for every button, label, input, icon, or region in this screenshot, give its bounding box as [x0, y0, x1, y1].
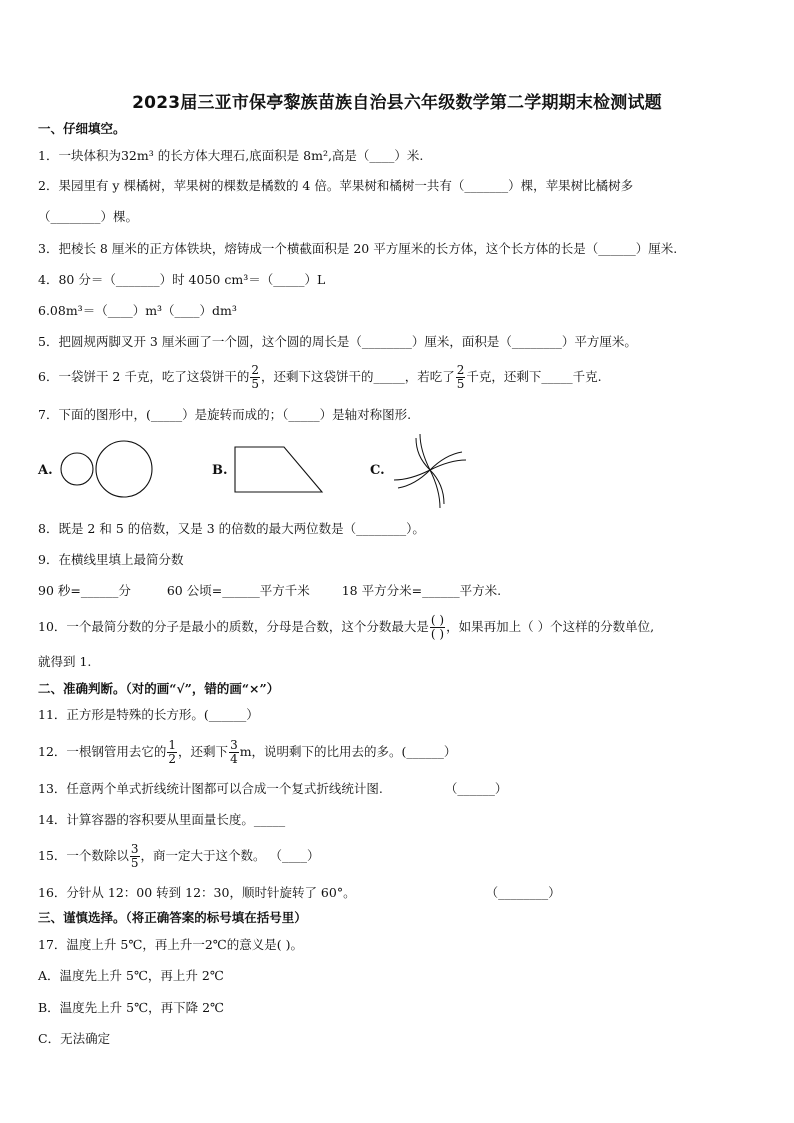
- question-13: [38, 779, 764, 799]
- q9-item-c: 18 平方分米=______平方米.: [341, 583, 502, 598]
- question-17: 17．温度上升 5℃，再上升一2℃的意义是( )。: [38, 937, 303, 952]
- q16-text: 16．分针从 12：00 转到 12：30，顺时针旋转了 60°。: [38, 885, 356, 900]
- question-1: 1．一块体积为32m³ 的长方体大理石,底面积是 8m²,高是（____）米.: [38, 148, 424, 163]
- question-10-line-2: 就得到 1.: [38, 654, 92, 669]
- q15-part-2: ，商一定大于这个数。 （____）: [140, 848, 320, 863]
- section-1-heading: 一、仔细填空。: [38, 121, 126, 136]
- small-circle: [61, 453, 93, 485]
- question-16: [38, 883, 764, 903]
- large-circle: [96, 441, 152, 497]
- page-title: 2023届三亚市保亭黎族苗族自治县六年级数学第二学期期末检测试题: [132, 93, 662, 113]
- q16-answer-paren: （________）: [485, 885, 561, 900]
- section-2-heading: 二、准确判断。（对的画“√”，错的画“×”）: [38, 681, 280, 696]
- q17-option-b: B．温度先上升 5℃，再下降 2℃: [38, 1000, 225, 1015]
- q12-part-2: ，还剩下: [178, 744, 229, 759]
- question-7: 7．下面的图形中，(_____）是旋转而成的；（_____）是轴对称图形.: [38, 407, 412, 422]
- question-8: 8．既是 2 和 5 的倍数，又是 3 的倍数的最大两位数是（________）。: [38, 521, 425, 536]
- question-12: [38, 736, 764, 768]
- question-2-line-1: 2．果园里有 y 棵橘树，苹果树的棵数是橘数的 4 倍。苹果树和橘树一共有（_______）棵，苹果树比橘树多: [38, 178, 634, 193]
- q13-answer-paren: （______）: [444, 781, 508, 796]
- q15-part-1: 15．一个数除以: [38, 848, 129, 863]
- q9-item-a: 90 秒=______分: [38, 583, 131, 598]
- question-15: [38, 840, 764, 872]
- q7-figure-b-trapezoid: [234, 445, 326, 497]
- question-9-items: [38, 581, 764, 601]
- section-3-heading: 三、谨慎选择。（将正确答案的标号填在括号里）: [38, 910, 307, 925]
- q7-option-b-label: B.: [212, 463, 228, 478]
- q6-part-3: 千克，还剩下_____千克.: [466, 369, 602, 384]
- q9-item-b: 60 公顷=______平方千米: [166, 583, 310, 598]
- q6-fraction-2: $\frac{2}{5}$: [456, 363, 465, 391]
- q10-part-2: ，如果再加上（ ）个这样的分数单位,: [446, 619, 655, 634]
- q15-fraction: $\frac{3}{5}$: [130, 842, 139, 870]
- question-6: [38, 362, 764, 392]
- question-14: 14．计算容器的容积要从里面量长度。_____: [38, 812, 286, 827]
- question-5: 5．把圆规两脚叉开 3 厘米画了一个圆，这个圆的周长是（________）厘米，面积是（________）平方厘米。: [38, 334, 637, 349]
- q12-fraction-2: $\frac{3}{4}$: [230, 738, 238, 766]
- q6-part-2: ，还剩下这袋饼干的_____，若吃了: [261, 369, 455, 384]
- question-4-line-1: 4．80 分＝（_______）时 4050 cm³＝（_____）L: [38, 272, 326, 287]
- question-10: [38, 612, 764, 642]
- q10-fraction: $\frac{( )}{( )}$: [430, 613, 445, 641]
- q7-figure-c-pinwheel: [390, 430, 470, 514]
- q17-option-a: A．温度先上升 5℃，再上升 2℃: [38, 968, 224, 983]
- q6-fraction-1: $\frac{2}{5}$: [251, 363, 259, 391]
- question-9: 9．在横线里填上最简分数: [38, 552, 184, 567]
- question-2-line-2: （________）棵。: [38, 209, 139, 224]
- trapezoid-shape: [235, 447, 322, 492]
- q12-part-3: m，说明剩下的比用去的多。(______）: [239, 744, 457, 759]
- q7-option-a-label: A.: [38, 463, 53, 478]
- q13-text: 13．任意两个单式折线统计图都可以合成一个复式折线统计图.: [38, 781, 383, 796]
- question-3: 3．把棱长 8 厘米的正方体铁块，熔铸成一个横截面积是 20 平方厘米的长方体，这个长方体的长是（______）厘米.: [38, 241, 678, 256]
- q12-fraction-1: $\frac{1}{2}$: [168, 738, 177, 766]
- question-4-line-2: 6.08m³＝（____）m³（____）dm³: [38, 303, 237, 318]
- q7-option-c-label: C.: [370, 463, 385, 478]
- q7-figure-a-circles: [60, 440, 170, 500]
- question-11: 11．正方形是特殊的长方形。(______）: [38, 707, 259, 722]
- q12-part-1: 12．一根钢管用去它的: [38, 744, 167, 759]
- q6-part-1: 6．一袋饼干 2 千克，吃了这袋饼干的: [38, 369, 250, 384]
- q10-part-1: 10．一个最简分数的分子是最小的质数，分母是合数，这个分数最大是: [38, 619, 429, 634]
- q17-option-c: C．无法确定: [38, 1031, 111, 1046]
